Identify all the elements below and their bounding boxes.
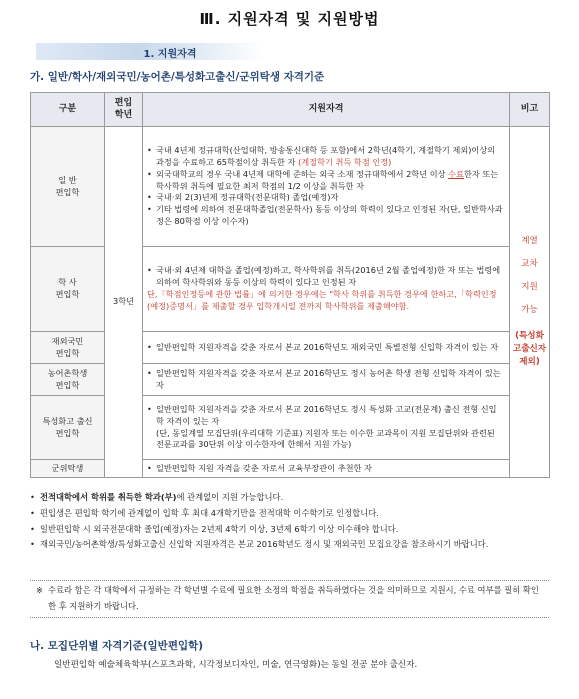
list-item: • 일반편입학 지원자격을 갖춘 자로서 본교 2016학년도 정시 농어촌 학생 전형 신입학 자격이 있는 자 xyxy=(147,368,504,392)
list-item: • 일반편입학 지원자격을 갖춘 자로서 본교 2016학년도 정시 특성화 고교(전문계) 출신 전형 신입학 자격이 있는 자 (단, 동일계열 모집단위(우리대학 기준표) 지원자 또는 이수한 교과목이 지원 모집단위와 관련된 전문교과를 30단위 이상 이수한자에 한해서 지원 가능) xyxy=(147,404,504,452)
note-cell xyxy=(510,127,550,478)
requirements-cell xyxy=(143,396,510,460)
row-category: 군위탁생 xyxy=(31,460,105,478)
row-category: 학 사 편입학 xyxy=(31,247,105,332)
list-item: • 국내 4년제 정규대학(산업대학, 방송통신대학 등 포함)에서 2학년(4학기, 계절학기 제외)이상의 과정을 수료하고 65학점이상 취득한 자 (계절학기 취득 학점 인정) xyxy=(147,145,504,169)
row-category: 특성화고 출신 편입학 xyxy=(31,396,105,460)
table-row xyxy=(31,127,550,247)
notes-list xyxy=(30,490,549,553)
note-line: 계열 xyxy=(521,235,538,246)
requirements-cell xyxy=(143,127,510,247)
completion-note-text: 수료라 함은 각 대학에서 규정하는 각 학년별 수료에 필요한 소정의 학점을 취득하였다는 것을 의미하므로 지원시, 수료 여부를 필히 확인한 후 지원하기 바랍니다. xyxy=(48,585,539,611)
requirements-cell xyxy=(143,247,510,332)
list-item: • 국내·외 2(3)년제 정규대학(전문대학) 졸업(예정)자 xyxy=(147,192,504,204)
row-category: 재외국민 편입학 xyxy=(31,332,105,364)
note-line: 교차 xyxy=(521,258,538,269)
subsection-heading-b: 나. 모집단위별 자격기준(일반편입학) xyxy=(30,640,204,652)
row-category: 농어촌학생 편입학 xyxy=(31,364,105,396)
list-item: • 일반편입학 지원 자격을 갖춘 자로서 교육부장관이 추천한 자 xyxy=(147,463,504,475)
arts-sports-criteria: 일반편입학 예술체육학부(스포츠과학, 시각정보디자인, 미술, 연극영화)는 동일 전공 분야 출신자. xyxy=(54,660,418,670)
header-requirements: 지원자격 xyxy=(143,93,510,127)
list-item: • 국내·외 4년제 대학을 졸업(예정)하고, 학사학위를 취득(2016년 2월 졸업예정)한 자 또는 법령에 의하여 학사학위와 동등 이상의 학력이 있다고 인정된 자 xyxy=(147,265,504,289)
header-note: 비고 xyxy=(510,93,550,127)
note-line: 가능 xyxy=(521,304,538,315)
section-banner xyxy=(36,43,264,60)
note-item: • 전적대학에서 학위를 취득한 학과(부)에 관계없이 지원 가능합니다. xyxy=(30,490,549,506)
note-line: 지원 xyxy=(521,281,538,292)
note-exception: (특성화 고출신자 제외) xyxy=(512,331,547,368)
reference-mark-icon: ※ xyxy=(36,585,43,595)
note-item: • 재외국민/농어촌학생/특성화고출신 신입학 지원자격은 본교 2016학년도 정시 및 재외국민 모집요강을 참조하시기 바랍니다. xyxy=(30,537,549,553)
header-category: 구분 xyxy=(31,93,105,127)
header-year: 편입 학년 xyxy=(105,93,143,127)
completion-note-box xyxy=(30,580,549,618)
red-note: 단,「학점인정등에 관한 법률」에 의거한 경우에는 "학사 학위를 취득한 경우에 한하고,「학력인정(예정)증명서」를 제출할 경우 입학개시일 전까지 학사학위를 제출해야함. xyxy=(147,289,497,311)
table-header-row xyxy=(31,93,550,127)
page-title: Ⅲ. 지원자격 및 지원방법 xyxy=(199,10,380,28)
qualification-table xyxy=(30,92,550,478)
subsection-heading-a: 가. 일반/학사/재외국민/농어촌/특성화고출신/군위탁생 자격기준 xyxy=(30,71,325,83)
requirements-cell xyxy=(143,460,510,478)
requirements-cell xyxy=(143,364,510,396)
note-item: • 편입생은 편입학 학기에 관계없이 입학 후 최대 4개학기만을 전적대학 이수학기로 인정합니다. xyxy=(30,506,549,522)
note-item: • 일반편입학 시 외국전문대학 졸업(예정)자는 2년제 4학기 이상, 3년제 6학기 이상 이수해야 합니다. xyxy=(30,522,549,538)
list-item: • 기타 법령에 의하여 전문대학졸업(전문학사) 동등 이상의 학력이 있다고 인정된 자(단, 일반학사과정은 80학점 이상 이수자) xyxy=(147,204,504,228)
list-item: • 일반편입학 지원자격을 갖춘 자로서 본교 2016학년도 재외국민 특별전형 신입학 자격이 있는 자 xyxy=(147,342,504,354)
section-banner-label: 1. 지원자격 xyxy=(143,49,197,60)
list-item: • 외국대학교의 경우 국내 4년제 대학에 준하는 외국 소재 정규대학에서 2학년 이상 수료한자 또는 학사학위 취득에 필요한 최저 학점의 1/2 이상을 취득한 자 xyxy=(147,169,504,193)
year-cell: 3학년 xyxy=(105,127,143,478)
requirements-cell xyxy=(143,332,510,364)
row-category: 일 반 편입학 xyxy=(31,127,105,247)
